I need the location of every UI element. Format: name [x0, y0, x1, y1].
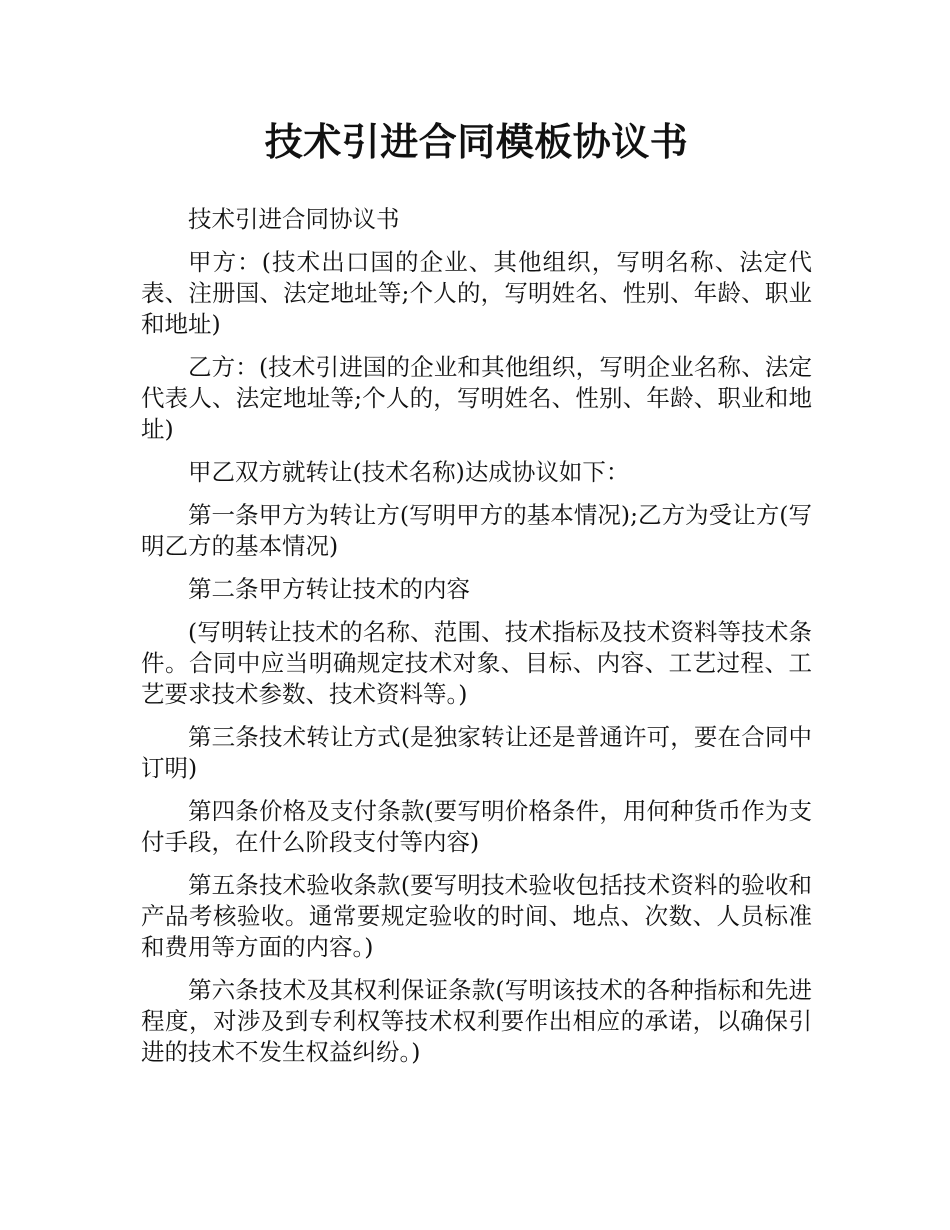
paragraph-article-4: 第四条价格及支付条款(要写明价格条件，用何种货币作为支付手段，在什么阶段支付等内容) [141, 797, 812, 856]
paragraph-subtitle: 技术引进合同协议书 [188, 205, 400, 233]
paragraph-article-2: 第二条甲方转让技术的内容 [188, 575, 470, 603]
document-title: 技术引进合同模板协议书 [264, 120, 689, 164]
paragraph-party-b: 乙方：(技术引进国的企业和其他组织，写明企业名称、法定代表人、法定地址等;个人的，写明姓名、性别、年龄、职业和地址) [141, 353, 812, 443]
paragraph-article-5: 第五条技术验收条款(要写明技术验收包括技术资料的验收和产品考核验收。通常要规定验收的时间、地点、次数、人员标准和费用等方面的内容。) [141, 871, 812, 961]
paragraph-article-3: 第三条技术转让方式(是独家转让还是普通许可，要在合同中订明) [141, 723, 812, 782]
paragraph-agreement-intro: 甲乙双方就转让(技术名称)达成协议如下： [188, 458, 630, 486]
paragraph-article-6: 第六条技术及其权利保证条款(写明该技术的各种指标和先进程度，对涉及到专利权等技术权利要作出相应的承诺，以确保引进的技术不发生权益纠纷。) [141, 976, 812, 1066]
paragraph-article-2-detail: (写明转让技术的名称、范围、技术指标及技术资料等技术条件。合同中应当明确规定技术对象、目标、内容、工艺过程、工艺要求技术参数、技术资料等。) [141, 618, 812, 708]
document-body [141, 204, 812, 1068]
paragraph-article-1: 第一条甲方为转让方(写明甲方的基本情况);乙方为受让方(写明乙方的基本情况) [141, 501, 812, 560]
paragraph-party-a: 甲方：(技术出口国的企业、其他组织，写明名称、法定代表、注册国、法定地址等;个人的，写明姓名、性别、年龄、职业和地址) [141, 248, 812, 338]
